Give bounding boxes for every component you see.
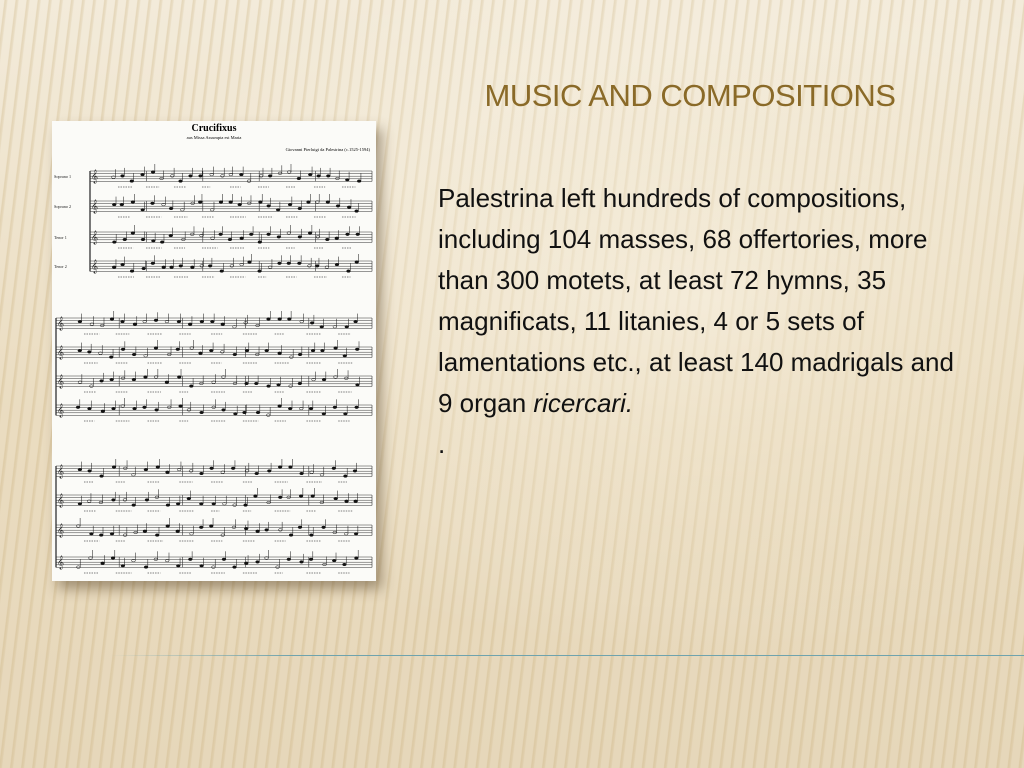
slide-title: MUSIC AND COMPOSITIONS: [484, 78, 896, 113]
sheet-music-image: [52, 121, 376, 581]
score-title: Crucifixus: [191, 123, 237, 134]
svg-text:Tenor 2: Tenor 2: [54, 264, 67, 269]
svg-text:𝄞: 𝄞: [57, 345, 65, 359]
score-system-3: [56, 459, 372, 573]
svg-text:𝄞: 𝄞: [57, 464, 65, 478]
score-subtitle: aus Missa Assumpta est Maria: [186, 135, 242, 140]
svg-text:𝄞: 𝄞: [91, 230, 99, 244]
svg-text:𝄞: 𝄞: [91, 259, 99, 273]
score-system-2: [56, 311, 372, 421]
body-text: [438, 178, 968, 465]
bullet-dot: .: [438, 429, 446, 459]
svg-text:𝄞: 𝄞: [57, 493, 65, 507]
svg-text:𝄞: 𝄞: [57, 374, 65, 388]
svg-text:Tenor 1: Tenor 1: [54, 235, 67, 240]
svg-text:𝄞: 𝄞: [91, 199, 99, 213]
score-system-1: [54, 164, 372, 277]
main-paragraph-text: Palestrina left hundreds of compositions, including 104 masses, 68 offertories, more than 300 motets, at least 72 hymns, 35 magnificats, 11 litanies, 4 or 5 sets of lamentations etc., at least 140 madrigals and 9 organ: [438, 183, 954, 418]
svg-text:𝄞: 𝄞: [91, 169, 99, 183]
svg-text:𝄞: 𝄞: [57, 523, 65, 537]
divider-line: [110, 655, 1024, 656]
svg-text:𝄞: 𝄞: [57, 403, 65, 417]
main-paragraph: [438, 178, 968, 424]
score-composer: Giovanni Pierluigi da Palestrina (c.1525-1594): [285, 147, 370, 152]
svg-text:𝄞: 𝄞: [57, 555, 65, 569]
svg-text:Soprano 1: Soprano 1: [54, 174, 72, 179]
svg-text:𝄞: 𝄞: [57, 316, 65, 330]
svg-text:Soprano 2: Soprano 2: [54, 204, 72, 209]
main-paragraph-emphasis: ricercari.: [533, 388, 634, 418]
